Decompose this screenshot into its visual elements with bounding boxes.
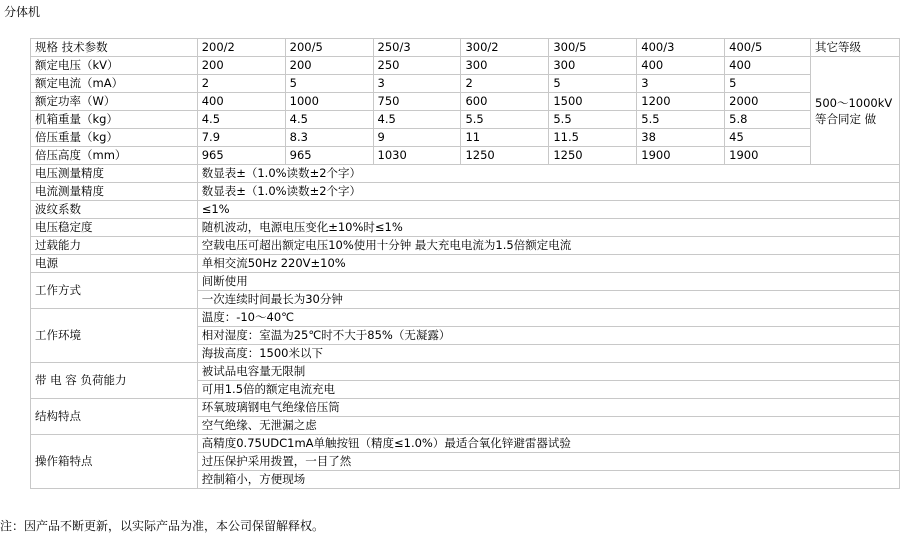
feature-value-cell: 随机波动，电源电压变化±10%时≤1%: [197, 219, 899, 237]
feature-value-cell: 海拔高度：1500米以下: [197, 345, 899, 363]
spec-value-cell: 7.9: [197, 129, 285, 147]
spec-value-cell: 4.5: [285, 111, 373, 129]
spec-value-cell: 1250: [549, 147, 637, 165]
feature-label-cell: 波纹系数: [31, 201, 198, 219]
feature-value-cell: 控制箱小，方便现场: [197, 471, 899, 489]
spec-value-cell: 8.3: [285, 129, 373, 147]
spec-label-cell: 倍压高度（mm）: [31, 147, 198, 165]
spec-value-cell: 9: [373, 129, 461, 147]
spec-value-cell: 1900: [637, 147, 725, 165]
spec-value-cell: 750: [373, 93, 461, 111]
spec-value-cell: 200: [197, 57, 285, 75]
spec-label-cell: 额定功率（W）: [31, 93, 198, 111]
spec-value-cell: 2: [461, 75, 549, 93]
model-header-cell: 250/3: [373, 39, 461, 57]
page-title: 分体机: [4, 5, 41, 19]
feature-label-cell: 带 电 容 负荷能力: [31, 363, 198, 399]
feature-value-cell: 可用1.5倍的额定电流充电: [197, 381, 899, 399]
model-header-cell: 400/5: [725, 39, 811, 57]
spec-value-cell: 4.5: [373, 111, 461, 129]
spec-value-cell: 11: [461, 129, 549, 147]
feature-row: [31, 309, 900, 327]
spec-value-cell: 5.5: [637, 111, 725, 129]
feature-label-cell: 工作环境: [31, 309, 198, 363]
spec-value-cell: 5: [285, 75, 373, 93]
spec-value-cell: 1250: [461, 147, 549, 165]
feature-value-cell: 环氧玻璃钢电气绝缘倍压筒: [197, 399, 899, 417]
spec-value-cell: 250: [373, 57, 461, 75]
spec-value-cell: 3: [637, 75, 725, 93]
spec-label-cell: 机箱重量（kg）: [31, 111, 198, 129]
feature-label-cell: 工作方式: [31, 273, 198, 309]
feature-value-cell: 数显表±（1.0%读数±2个字）: [197, 183, 899, 201]
feature-row: [31, 255, 900, 273]
feature-row: [31, 183, 900, 201]
spec-value-cell: 300: [461, 57, 549, 75]
header-label-cell: 规格 技术参数: [31, 39, 198, 57]
spec-row: [31, 57, 900, 75]
spec-value-cell: 2: [197, 75, 285, 93]
spec-label-cell: 额定电压（kV）: [31, 57, 198, 75]
feature-value-cell: 一次连续时间最长为30分钟: [197, 291, 899, 309]
spec-value-cell: 400: [637, 57, 725, 75]
spec-value-cell: 600: [461, 93, 549, 111]
spec-value-cell: 1000: [285, 93, 373, 111]
feature-row: [31, 399, 900, 417]
spec-value-cell: 5: [549, 75, 637, 93]
spec-value-cell: 1200: [637, 93, 725, 111]
feature-label-cell: 电压测量精度: [31, 165, 198, 183]
model-header-cell: 300/5: [549, 39, 637, 57]
feature-value-cell: 空气绝缘、无泄漏之虑: [197, 417, 899, 435]
model-header-cell: 200/5: [285, 39, 373, 57]
spec-value-cell: 5.8: [725, 111, 811, 129]
spec-value-cell: 2000: [725, 93, 811, 111]
spec-table: [30, 38, 900, 489]
feature-value-cell: 间断使用: [197, 273, 899, 291]
spec-value-cell: 200: [285, 57, 373, 75]
model-header-cell: 200/2: [197, 39, 285, 57]
spec-value-cell: 300: [549, 57, 637, 75]
other-levels-header-cell: 其它等级: [811, 39, 900, 57]
spec-table-body: [31, 39, 900, 489]
spec-value-cell: 4.5: [197, 111, 285, 129]
spec-value-cell: 1030: [373, 147, 461, 165]
feature-label-cell: 电压稳定度: [31, 219, 198, 237]
feature-row: [31, 201, 900, 219]
feature-label-cell: 电流测量精度: [31, 183, 198, 201]
spec-value-cell: 38: [637, 129, 725, 147]
spec-label-cell: 额定电流（mA）: [31, 75, 198, 93]
feature-value-cell: 空载电压可超出额定电压10%使用十分钟 最大充电电流为1.5倍额定电流: [197, 237, 899, 255]
feature-row: [31, 363, 900, 381]
feature-value-cell: 温度：-10～40℃: [197, 309, 899, 327]
feature-value-cell: 高精度0.75UDC1mA单触按钮（精度≤1.0%）最适合氧化锌避雷器试验: [197, 435, 899, 453]
other-levels-cell: 500～1000kV等合同定 做: [811, 57, 900, 165]
spec-value-cell: 45: [725, 129, 811, 147]
feature-value-cell: 单相交流50Hz 220V±10%: [197, 255, 899, 273]
spec-value-cell: 400: [725, 57, 811, 75]
spec-label-cell: 倍压重量（kg）: [31, 129, 198, 147]
spec-value-cell: 965: [285, 147, 373, 165]
spec-value-cell: 5: [725, 75, 811, 93]
feature-label-cell: 操作箱特点: [31, 435, 198, 489]
feature-row: [31, 237, 900, 255]
feature-label-cell: 电源: [31, 255, 198, 273]
spec-value-cell: 1500: [549, 93, 637, 111]
spec-row: [31, 129, 900, 147]
spec-row: [31, 93, 900, 111]
table-header-row: [31, 39, 900, 57]
spec-value-cell: 3: [373, 75, 461, 93]
spec-value-cell: 400: [197, 93, 285, 111]
spec-value-cell: 11.5: [549, 129, 637, 147]
spec-row: [31, 75, 900, 93]
feature-value-cell: 被试品电容量无限制: [197, 363, 899, 381]
feature-label-cell: 结构特点: [31, 399, 198, 435]
model-header-cell: 400/3: [637, 39, 725, 57]
disclaimer-note: 注：因产品不断更新，以实际产品为准，本公司保留解释权。: [0, 519, 325, 533]
spec-value-cell: 5.5: [461, 111, 549, 129]
feature-label-cell: 过载能力: [31, 237, 198, 255]
feature-row: [31, 219, 900, 237]
feature-row: [31, 435, 900, 453]
feature-row: [31, 165, 900, 183]
feature-value-cell: ≤1%: [197, 201, 899, 219]
spec-value-cell: 5.5: [549, 111, 637, 129]
feature-value-cell: 过压保护采用拨置，一目了然: [197, 453, 899, 471]
spec-row: [31, 147, 900, 165]
feature-row: [31, 273, 900, 291]
feature-value-cell: 相对湿度：室温为25℃时不大于85%（无凝露）: [197, 327, 899, 345]
spec-value-cell: 965: [197, 147, 285, 165]
spec-row: [31, 111, 900, 129]
model-header-cell: 300/2: [461, 39, 549, 57]
spec-value-cell: 1900: [725, 147, 811, 165]
feature-value-cell: 数显表±（1.0%读数±2个字）: [197, 165, 899, 183]
